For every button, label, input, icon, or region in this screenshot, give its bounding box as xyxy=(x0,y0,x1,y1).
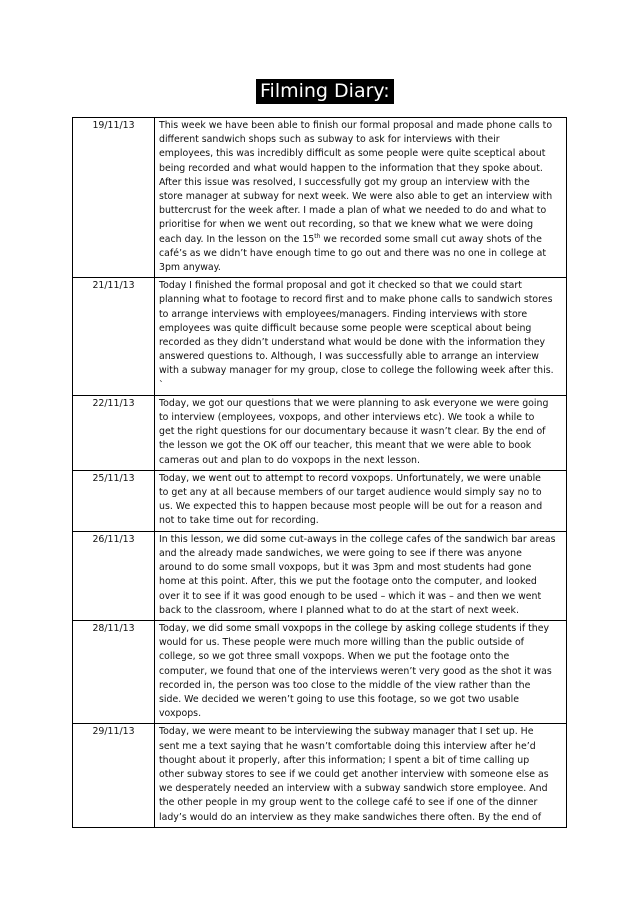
table-row xyxy=(73,620,567,723)
entry-date: 29/11/13 xyxy=(73,724,155,827)
entry-text-part: we recorded some small cut away shots of the café’s as we didn’t have enough time to go out and there was no one in college at 3pm anyway. xyxy=(159,233,546,274)
table-row xyxy=(73,531,567,620)
entry-text: Today, we did some small voxpops in the college by asking college students if they would for us. These people were much more willing than the public outside of college, so we got three small voxpops. When we put the footage onto the computer, we found that one of the interviews weren’t very good as the shot it was recorded in, the person was too close to the middle of the view rather than the side. We decided we weren’t going to use this footage, so we got two usable voxpops. xyxy=(155,620,567,723)
entry-text: Today, we got our questions that we were planning to ask everyone we were going to interview (employees, voxpops, and other interviews etc). We took a while to get the right questions for our documentary because it wasn’t clear. By the end of the lesson we got the OK off our teacher, this meant that we were able to book cameras out and plan to do voxpops in the next lesson. xyxy=(155,395,567,470)
table-row xyxy=(73,724,567,827)
entry-text: In this lesson, we did some cut-aways in the college cafes of the sandwich bar areas and the already made sandwiches, we were going to see if there was anyone around to do some small voxpops, but it was 3pm and most students had gone home at this point. After, this we put the footage onto the computer, and looked over it to see if it was good enough to be used – which it was – and then we went back to the classroom, where I planned what to do at the start of next week. xyxy=(155,531,567,620)
date-ordinal-superscript: th xyxy=(314,232,321,240)
table-row xyxy=(73,470,567,531)
page-title: Filming Diary: xyxy=(256,79,394,104)
entry-date: 22/11/13 xyxy=(73,395,155,470)
entry-text: Today I finished the formal proposal and got it checked so that we could start planning what to footage to record first and to make phone calls to sandwich stores to arrange interviews with employees/managers. Finding interviews with store employees was quite difficult because some people were sceptical about being recorded as they didn’t understand what would be done with the information they answered questions to. Although, I was successfully able to arrange an interview with a subway manager for my group, close to college the following week after this. ` xyxy=(155,278,567,396)
entry-date: 19/11/13 xyxy=(73,118,155,278)
entry-text: Today, we went out to attempt to record voxpops. Unfortunately, we were unable to get any at all because members of our target audience would simply say no to us. We expected this to happen because most people will be out for a reason and not to take time out for recording. xyxy=(155,470,567,531)
entry-text-part: This week we have been able to finish our formal proposal and made phone calls to different sandwich shops such as subway to ask for interviews with their employees, this was incredibly difficult as some people were quite sceptical about being recorded and what would happen to the information that they spoke about. After this issue was resolved, I successfully got my group an interview with the store manager at subway for next week. We were also able to get an interview with buttercrust for the week after. I made a plan of what we needed to do and what to prioritise for when we went out recording, so that we knew what we were doing each day. In the lesson on the 15 xyxy=(159,120,553,245)
entry-date: 25/11/13 xyxy=(73,470,155,531)
entry-date: 21/11/13 xyxy=(73,278,155,396)
entry-date: 28/11/13 xyxy=(73,620,155,723)
table-row xyxy=(73,278,567,396)
diary-table xyxy=(72,117,567,828)
table-row xyxy=(73,395,567,470)
entry-date: 26/11/13 xyxy=(73,531,155,620)
entry-text: Today, we were meant to be interviewing the subway manager that I set up. He sent me a text saying that he wasn’t comfortable doing this interview after he’d thought about it properly, after this information; I spent a bit of time calling up other subway stores to see if we could get another interview with someone else as we desperately needed an interview with a subway sandwich store employee. And the other people in my group went to the college café to see if one of the dinner lady’s would do an interview as they make sandwiches there often. By the end of xyxy=(155,724,567,827)
table-row xyxy=(73,118,567,278)
entry-text xyxy=(155,118,567,278)
